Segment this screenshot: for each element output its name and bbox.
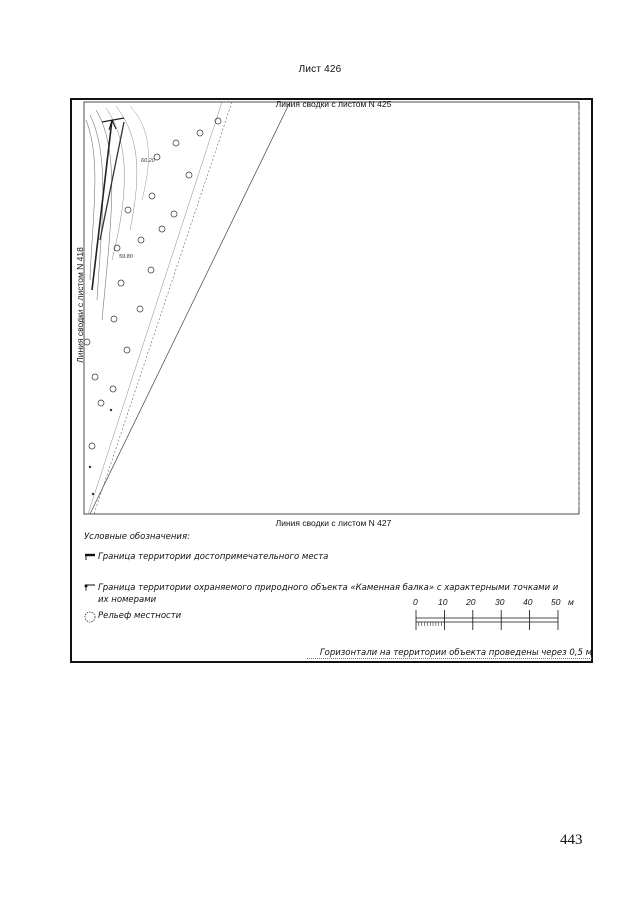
relief-circle	[98, 400, 104, 406]
relief-circle	[92, 374, 98, 380]
diagonal-line-dotted	[94, 102, 232, 514]
relief-circle	[138, 237, 144, 243]
relief-circle	[137, 306, 143, 312]
scale-tick-label: 50	[551, 597, 561, 607]
relief-circle	[159, 226, 165, 232]
scale-unit-label: м	[568, 597, 574, 607]
scale-tick-label: 10	[438, 597, 448, 607]
edge-label-left: Линия сводки с листом N 418	[75, 247, 85, 363]
relief-circle	[173, 140, 179, 146]
legend-label: Граница территории достопримечательного места	[98, 552, 329, 562]
boundary-points	[89, 409, 112, 495]
scale-bar	[412, 597, 592, 640]
relief-circle	[124, 347, 130, 353]
boundary-point	[92, 493, 94, 495]
scale-tick-label: 20	[466, 597, 476, 607]
contour-line	[130, 106, 148, 200]
relief-circle	[89, 443, 95, 449]
scale-tick-label: 0	[413, 597, 418, 607]
contour-interval-note: Горизонтали на территории объекта проведены через 0,5 м	[307, 648, 592, 659]
scale-bar-graphic	[412, 600, 572, 640]
contour-line	[86, 120, 95, 280]
edge-label-top: Линия сводки с листом N 425	[275, 99, 392, 109]
map-frame	[70, 98, 593, 663]
boundary-protected-object-icon	[84, 582, 96, 592]
relief-circle	[125, 207, 131, 213]
legend-label: Граница территории охраняемого природного объекта «Каменная балка» с характерными точками и их номерами	[98, 583, 559, 605]
relief-circle	[118, 280, 124, 286]
landmark-boundary-line	[100, 122, 124, 240]
contour-line	[116, 106, 137, 230]
boundary-point	[89, 466, 91, 468]
sheet-title: Лист 426	[298, 64, 342, 75]
boundary-point-marker	[109, 120, 116, 130]
scale-tick-label: 30	[495, 597, 505, 607]
relief-circle	[149, 193, 155, 199]
map-drawing	[72, 100, 591, 661]
relief-circle	[186, 172, 192, 178]
relief-icon	[84, 610, 96, 624]
relief-circle	[111, 316, 117, 322]
legend-label: Рельеф местности	[98, 611, 182, 621]
relief-circle	[148, 267, 154, 273]
landmark-boundary-line	[92, 120, 112, 290]
relief-circle	[171, 211, 177, 217]
map-inner-border	[84, 102, 579, 514]
scale-tick-label: 40	[523, 597, 533, 607]
relief-circle	[110, 386, 116, 392]
boundary-landmark-icon	[84, 551, 96, 561]
spot-height-label: 60.20	[141, 158, 155, 164]
diagonal-line-outer	[90, 102, 290, 514]
page-number: 443	[560, 832, 583, 848]
spot-height-label: 59.80	[119, 254, 133, 260]
edge-label-bottom: Линия сводки с листом N 427	[275, 518, 392, 528]
boundary-point	[110, 409, 112, 411]
legend-title: Условные обозначения:	[84, 532, 190, 542]
relief-circle	[197, 130, 203, 136]
diagonal-line-inner	[88, 102, 222, 514]
